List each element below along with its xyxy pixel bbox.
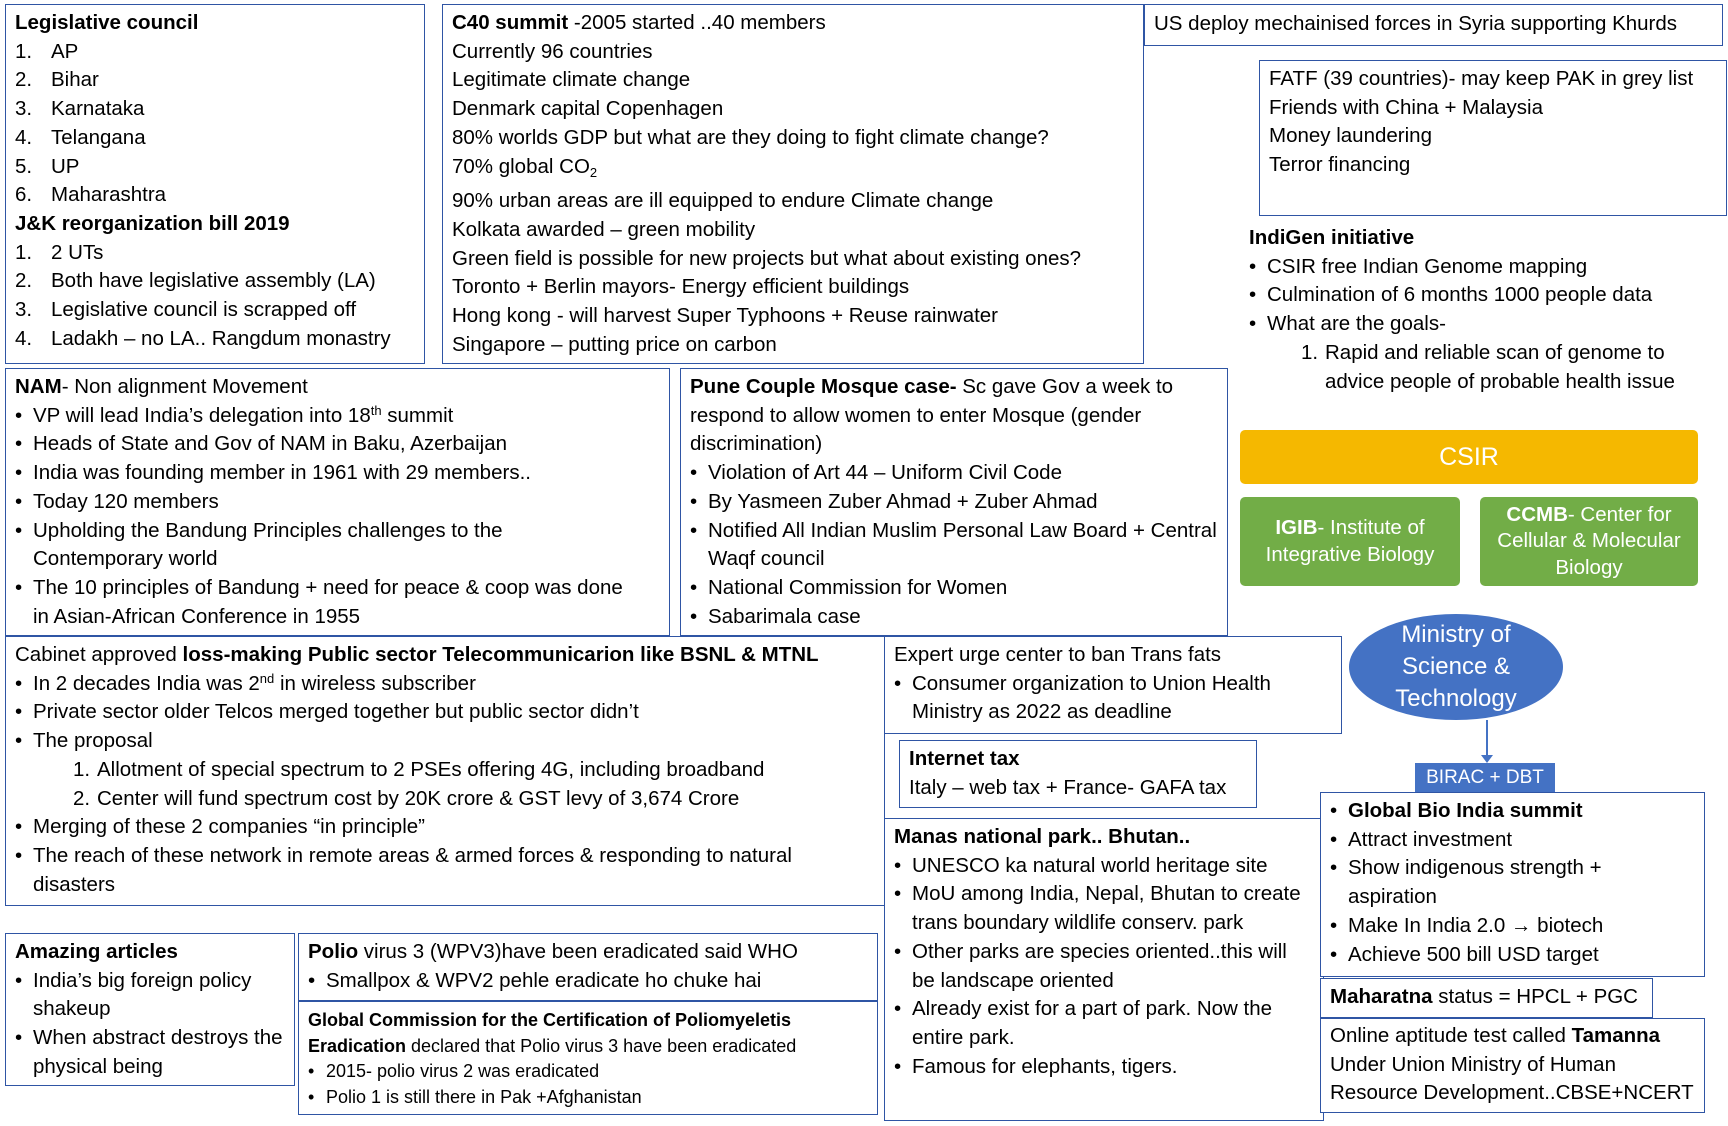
text-line: Currently 96 countries (452, 39, 653, 63)
pune-title: Pune Couple Mosque case- Sc gave Gov a week to respond to allow women to enter Mosque (gender discrimination) (690, 375, 1174, 456)
us-syria-text: US deploy mechainised forces in Syria supporting Khurds (1154, 12, 1678, 35)
list-item: • Consumer organization to Union Health Ministry as 2022 as deadline (894, 671, 1271, 724)
list-item: • Global Bio India summit (1330, 799, 1583, 822)
csir-box: CSIR (1240, 430, 1698, 484)
list-item: 1. 2 UTs (15, 240, 104, 264)
list-item: • Show indigenous strength + aspiration (1330, 856, 1602, 909)
list-item: • Smallpox & WPV2 pehle eradicate ho chuke hai (308, 968, 762, 992)
indigen-title: IndiGen initiative (1249, 226, 1415, 249)
sub-item: 1. Allotment of special spectrum to 2 PSEs offering 4G, including broadband (73, 757, 765, 781)
tamanna-box (1320, 1018, 1705, 1113)
list-item: • Merging of these 2 companies “in principle” (15, 815, 425, 839)
list-item: • Today 120 members (15, 489, 219, 513)
text-line: Denmark capital Copenhagen (452, 97, 724, 121)
list-item: 5. UP (15, 154, 80, 178)
bio-list (1330, 797, 1696, 969)
list-item: • Famous for elephants, tigers. (894, 1054, 1178, 1078)
list-item: • Upholding the Bandung Principles challenges to the Contemporary world (15, 518, 503, 571)
text-line: 90% urban areas are ill equipped to endure Climate change (452, 189, 994, 213)
manas-park-box (884, 818, 1324, 1121)
tamanna-text: Online aptitude test called Tamanna Under Union Ministry of Human Resource Development..CBSE+NCERT (1330, 1024, 1694, 1105)
c40-title: C40 summit -2005 started ..40 members (452, 11, 826, 34)
ministry-ellipse: Ministry of Science & Technology (1349, 614, 1563, 720)
text-line: Friends with China + Malaysia (1269, 95, 1544, 119)
c40-summit-box (442, 4, 1144, 364)
sub-item: 2. Center will fund spectrum cost by 20K crore & GST levy of 3,674 Crore (73, 786, 740, 810)
cabinet-list (15, 670, 876, 756)
global-commission-box (298, 1001, 878, 1115)
text-line: Kolkata awarded – green mobility (452, 217, 756, 241)
nam-list (15, 402, 661, 632)
list-item: 4. Ladakh – no LA.. Rangdum monastry (15, 326, 391, 350)
list-item: • When abstract destroys the physical being (15, 1026, 283, 1078)
cabinet-title: Cabinet approved loss-making Public sector Telecommunicarion like BSNL & MTNL (15, 643, 819, 666)
list-item: • Achieve 500 bill USD target (1330, 942, 1599, 966)
arrow-right-icon: → (1510, 913, 1532, 937)
list-item: 6. Maharashtra (15, 183, 167, 207)
us-syria-box (1144, 4, 1723, 46)
jk-title: J&K reorganization bill 2019 (15, 211, 290, 235)
list-item: • Make In India 2.0 → biotech (1330, 913, 1604, 937)
polio-title: Polio virus 3 (WPV3)have been eradicated said WHO (308, 940, 798, 963)
list-item: 1. AP (15, 39, 79, 63)
ccmb-box: CCMB- Center for Cellular & Molecular Biology (1480, 497, 1698, 586)
text-line: Singapore – putting price on carbon (452, 332, 777, 356)
jk-list (15, 239, 416, 354)
list-item: • Sabarimala case (690, 604, 861, 628)
list-item: • CSIR free Indian Genome mapping (1249, 254, 1588, 278)
manas-list (894, 852, 1315, 1082)
list-item: • Already exist for a part of park. Now the entire park. (894, 997, 1273, 1049)
legislative-title: Legislative council (15, 11, 199, 34)
gcc-text: Global Commission for the Certification of Poliomyeletis Eradication declared that Polio virus 3 have been eradicated (308, 1010, 797, 1056)
list-item: • Private sector older Telcos merged together but public sector didn’t (15, 700, 639, 724)
list-item: • Polio 1 is still there in Pak +Afghanistan (308, 1086, 642, 1107)
text-line: FATF (39 countries)- may keep PAK in grey list (1269, 67, 1694, 90)
list-item: 3. Karnataka (15, 97, 145, 121)
manas-title: Manas national park.. Bhutan.. (894, 825, 1191, 848)
list-item: • 2015- polio virus 2 was eradicated (308, 1061, 600, 1081)
list-item: • UNESCO ka natural world heritage site (894, 853, 1268, 877)
list-item: • Other parks are species oriented..this will be landscape oriented (894, 939, 1287, 992)
list-item: • India’s big foreign policy shakeup (15, 968, 252, 1021)
list-item: • By Yasmeen Zuber Ahmad + Zuber Ahmad (690, 489, 1098, 513)
birac-label: BIRAC + DBT (1415, 763, 1555, 792)
list-item: 4. Telangana (15, 125, 146, 149)
arrow-down-icon (1481, 755, 1493, 763)
fatf-box (1259, 60, 1727, 216)
text-line: 80% worlds GDP but what are they doing to fight climate change? (452, 125, 1049, 149)
list-item: • Culmination of 6 months 1000 people data (1249, 283, 1653, 307)
nam-box (5, 368, 670, 636)
list-item: • National Commission for Women (690, 575, 1008, 599)
list-item: • The proposal (15, 729, 153, 753)
list-item: • Heads of State and Gov of NAM in Baku, Azerbaijan (15, 432, 508, 456)
cabinet-telecom-box (5, 636, 885, 906)
maharatna-line: Maharatna status = HPCL + PGC (1330, 985, 1638, 1008)
list-item: • In 2 decades India was 2nd in wireless subscriber (15, 670, 476, 695)
bio-summit-box (1320, 792, 1705, 977)
list-item: • Notified All Indian Muslim Personal Law Board + Central Waqf council (690, 518, 1217, 571)
internet-tax-box (899, 740, 1257, 808)
indigen-box (1240, 220, 1720, 425)
list-item: • What are the goals- (1249, 312, 1446, 336)
list-item: 2. Bihar (15, 68, 99, 92)
transfat-list (894, 670, 1333, 727)
list-item: • The 10 principles of Bandung + need for peace & coop was done in Asian-African Conference in 1955 (15, 575, 623, 628)
co2-line: 70% global $CO_2$ (452, 154, 598, 180)
pune-list (690, 459, 1219, 631)
trans-fat-box (884, 636, 1342, 734)
list-item: • Attract investment (1330, 827, 1513, 851)
gcc-list (308, 1059, 869, 1110)
text-line: Legitimate climate change (452, 68, 691, 92)
nam-title: NAM- Non alignment Movement (15, 375, 308, 398)
list-item: • Violation of Art 44 – Uniform Civil Code (690, 461, 1062, 485)
text-line: Terror financing (1269, 153, 1411, 177)
igib-box: IGIB- Institute of Integrative Biology (1240, 497, 1460, 586)
amazing-articles-box (5, 933, 295, 1086)
indigen-goal: 1. Rapid and reliable scan of genome to advice people of probable health issue (1301, 340, 1675, 393)
list-item: 2. Both have legislative assembly (LA) (15, 269, 376, 293)
maharatna-box (1320, 978, 1653, 1018)
list-item: • India was founding member in 1961 with 29 members.. (15, 461, 531, 485)
pune-mosque-box (680, 368, 1228, 636)
transfat-title: Expert urge center to ban Trans fats (894, 643, 1222, 666)
text-line: Green field is possible for new projects but what about existing ones? (452, 246, 1082, 270)
polio-box (298, 933, 878, 1001)
legislative-council-box (5, 4, 425, 364)
internet-tax-line: Italy – web tax + France- GAFA tax (909, 775, 1227, 799)
arrow-connector (1486, 720, 1488, 758)
list-item: • VP will lead India’s delegation into 18th summit (15, 402, 454, 427)
amazing-title: Amazing articles (15, 940, 178, 963)
list-item: 3. Legislative council is scrapped off (15, 298, 357, 322)
text-line: Hong kong - will harvest Super Typhoons + Reuse rainwater (452, 304, 999, 328)
polio-list (308, 967, 869, 996)
list-item: • The reach of these network in remote areas & armed forces & responding to natural disasters (15, 843, 792, 896)
cabinet-list-2 (15, 813, 876, 899)
text-line: Money laundering (1269, 124, 1432, 148)
states-list (15, 38, 416, 210)
list-item: • MoU among India, Nepal, Bhutan to create trans boundary wildlife conserv. park (894, 882, 1301, 935)
text-line: Toronto + Berlin mayors- Energy efficient buildings (452, 275, 910, 299)
indigen-list (1249, 253, 1712, 339)
internet-tax-title: Internet tax (909, 747, 1020, 770)
amazing-list (15, 967, 286, 1082)
